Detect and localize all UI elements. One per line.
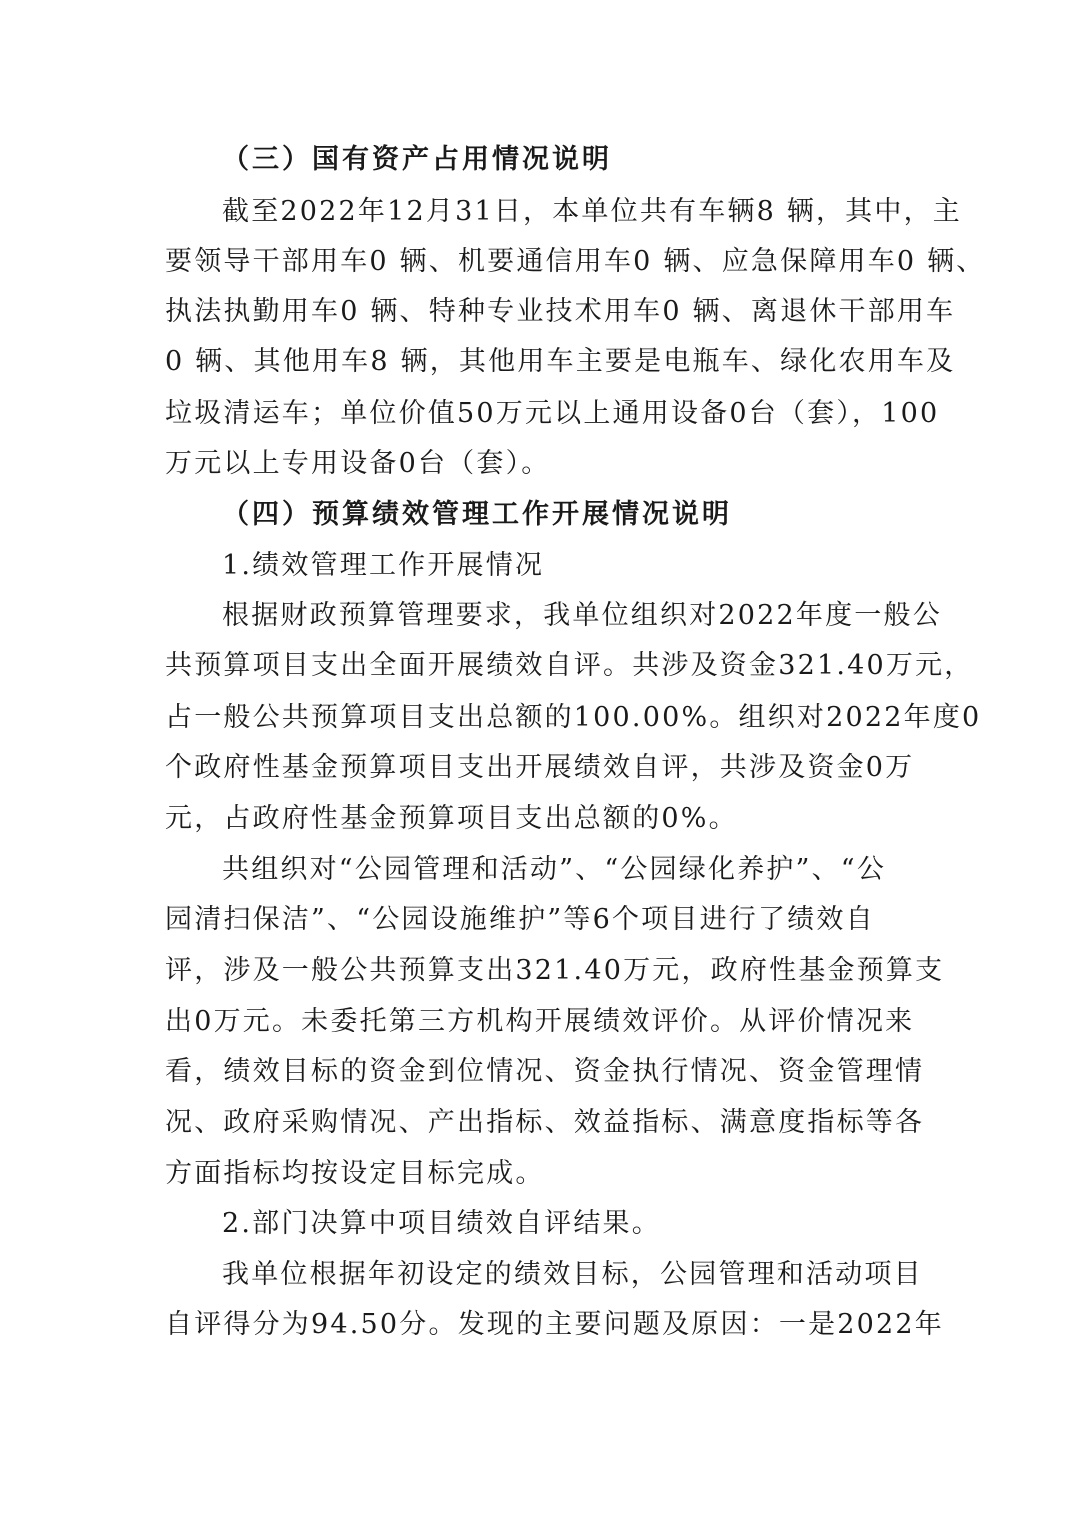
paragraph-line: 元，占政府性基金预算项目支出总额的0%。 (165, 803, 738, 834)
paragraph-line: 看，绩效目标的资金到位情况、资金执行情况、资金管理情 (165, 1056, 925, 1087)
paragraph-line: 况、政府采购情况、产出指标、效益指标、满意度指标等各 (165, 1107, 925, 1138)
paragraph-line: 共组织对“公园管理和活动”、“公园绿化养护”、“公 (222, 854, 887, 885)
paragraph-line: 个政府性基金预算项目支出开展绩效自评，共涉及资金0万 (165, 752, 915, 783)
paragraph-line: 园清扫保洁”、“公园设施维护”等6个项目进行了绩效自 (165, 904, 875, 935)
paragraph-line: 自评得分为94.50分。发现的主要问题及原因：一是2022年 (165, 1309, 945, 1340)
section-heading-performance: （四）预算绩效管理工作开展情况说明 (222, 499, 732, 530)
paragraph-line: 根据财政预算管理要求，我单位组织对2022年度一般公 (222, 600, 942, 631)
paragraph-line: 要领导干部用车0 辆、机要通信用车0 辆、应急保障用车0 辆、 (165, 246, 986, 277)
paragraph-line: 万元以上专用设备0台（套）。 (165, 448, 551, 479)
paragraph-line: 共预算项目支出全面开展绩效自评。共涉及资金321.40万元， (165, 650, 974, 681)
subheading: 2.部门决算中项目绩效自评结果。 (222, 1208, 661, 1239)
paragraph-line: 出0万元。未委托第三方机构开展绩效评价。从评价情况来 (165, 1006, 915, 1037)
paragraph-line: 0 辆、其他用车8 辆，其他用车主要是电瓶车、绿化农用车及 (165, 346, 956, 377)
paragraph-line: 垃圾清运车；单位价值50万元以上通用设备0台（套），100 (165, 398, 940, 429)
subheading: 1.绩效管理工作开展情况 (222, 550, 545, 581)
paragraph-line: 截至2022年12月31日，本单位共有车辆8 辆，其中，主 (222, 196, 962, 227)
paragraph-line: 占一般公共预算项目支出总额的100.00%。组织对2022年度0 (165, 702, 982, 733)
paragraph-line: 执法执勤用车0 辆、特种专业技术用车0 辆、离退休干部用车 (165, 296, 956, 327)
paragraph-line: 评，涉及一般公共预算支出321.40万元，政府性基金预算支 (165, 955, 945, 986)
paragraph-line: 方面指标均按设定目标完成。 (165, 1158, 545, 1189)
section-heading-assets: （三）国有资产占用情况说明 (222, 144, 612, 175)
paragraph-line: 我单位根据年初设定的绩效目标，公园管理和活动项目 (222, 1259, 923, 1290)
